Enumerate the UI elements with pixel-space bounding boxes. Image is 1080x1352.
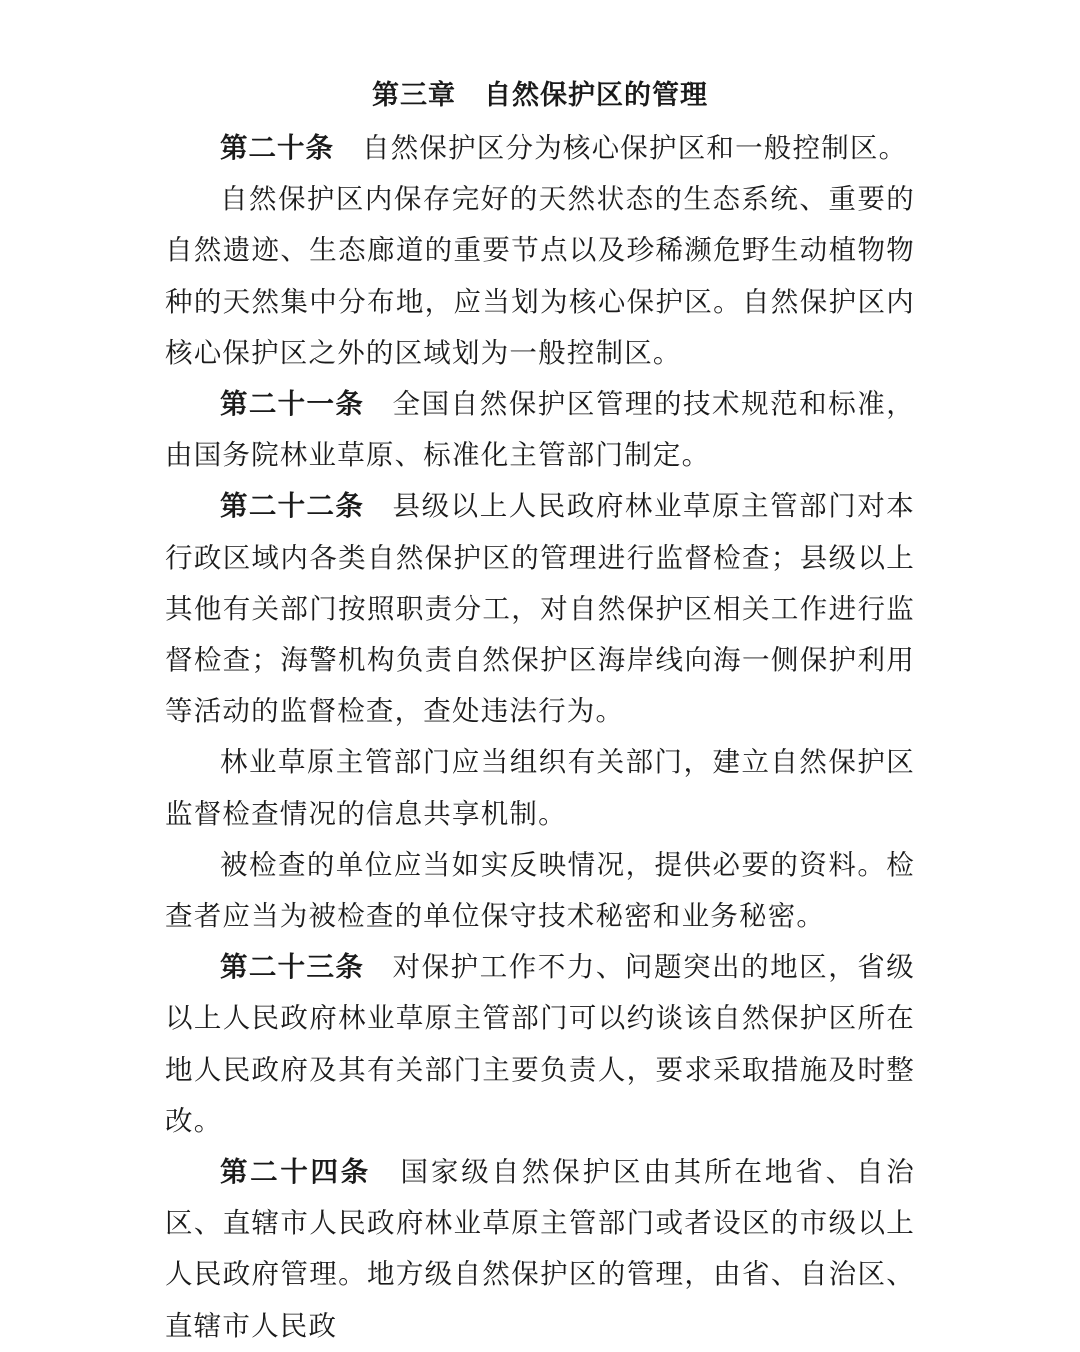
paragraph — [165, 174, 915, 379]
paragraph-text: 全国自然保护区管理的技术规范和标准，由国务院林业草原、标准化主管部门制定。 — [165, 388, 915, 472]
paragraph — [165, 840, 915, 942]
article-number: 第二十条 — [220, 132, 334, 164]
paragraph — [165, 737, 915, 839]
paragraph-text: 国家级自然保护区由其所在地省、自治区、直辖市人民政府林业草原主管部门或者设区的市级以上人民政府管理。地方级自然保护区的管理，由省、自治区、直辖市人民政 — [165, 1156, 916, 1342]
paragraph-text: 被检查的单位应当如实反映情况，提供必要的资料。检查者应当为被检查的单位保守技术秘密和业务秘密。 — [165, 848, 915, 933]
paragraph-text: 对保护工作不力、问题突出的地区，省级以上人民政府林业草原主管部门可以约谈该自然保护区所在地人民政府及其有关部门主要负责人，要求采取措施及时整改。 — [165, 951, 915, 1137]
paragraph — [165, 942, 915, 1147]
chapter-name: 自然保护区的管理 — [484, 80, 708, 111]
paragraph-text: 县级以上人民政府林业草原主管部门对本行政区域内各类自然保护区的管理进行监督检查；县级以上其他有关部门按照职责分工，对自然保护区相关工作进行监督检查；海警机构负责自然保护区海岸线向海一侧保护利用等活动的监督检查，查处违法行为。 — [165, 490, 915, 728]
article-number: 第二十二条 — [220, 490, 365, 523]
paragraph — [165, 123, 915, 174]
paragraph-text: 自然保护区分为核心保护区和一般控制区。 — [362, 132, 908, 164]
chapter-number: 第三章 — [372, 80, 456, 111]
paragraph-text: 自然保护区内保存完好的天然状态的生态系统、重要的自然遗迹、生态廊道的重要节点以及珍稀濒危野生动植物物种的天然集中分布地，应当划为核心保护区。自然保护区内核心保护区之外的区域划为一般控制区。 — [165, 183, 915, 369]
paragraph-text: 林业草原主管部门应当组织有关部门，建立自然保护区监督检查情况的信息共享机制。 — [165, 746, 915, 830]
paragraph — [165, 1147, 915, 1352]
article-number: 第二十四条 — [220, 1156, 371, 1189]
article-number: 第二十一条 — [220, 388, 365, 421]
paragraph — [165, 379, 915, 481]
document-body — [165, 123, 915, 1352]
article-number: 第二十三条 — [220, 951, 365, 984]
chapter-title — [0, 76, 1080, 116]
paragraph — [165, 481, 915, 737]
